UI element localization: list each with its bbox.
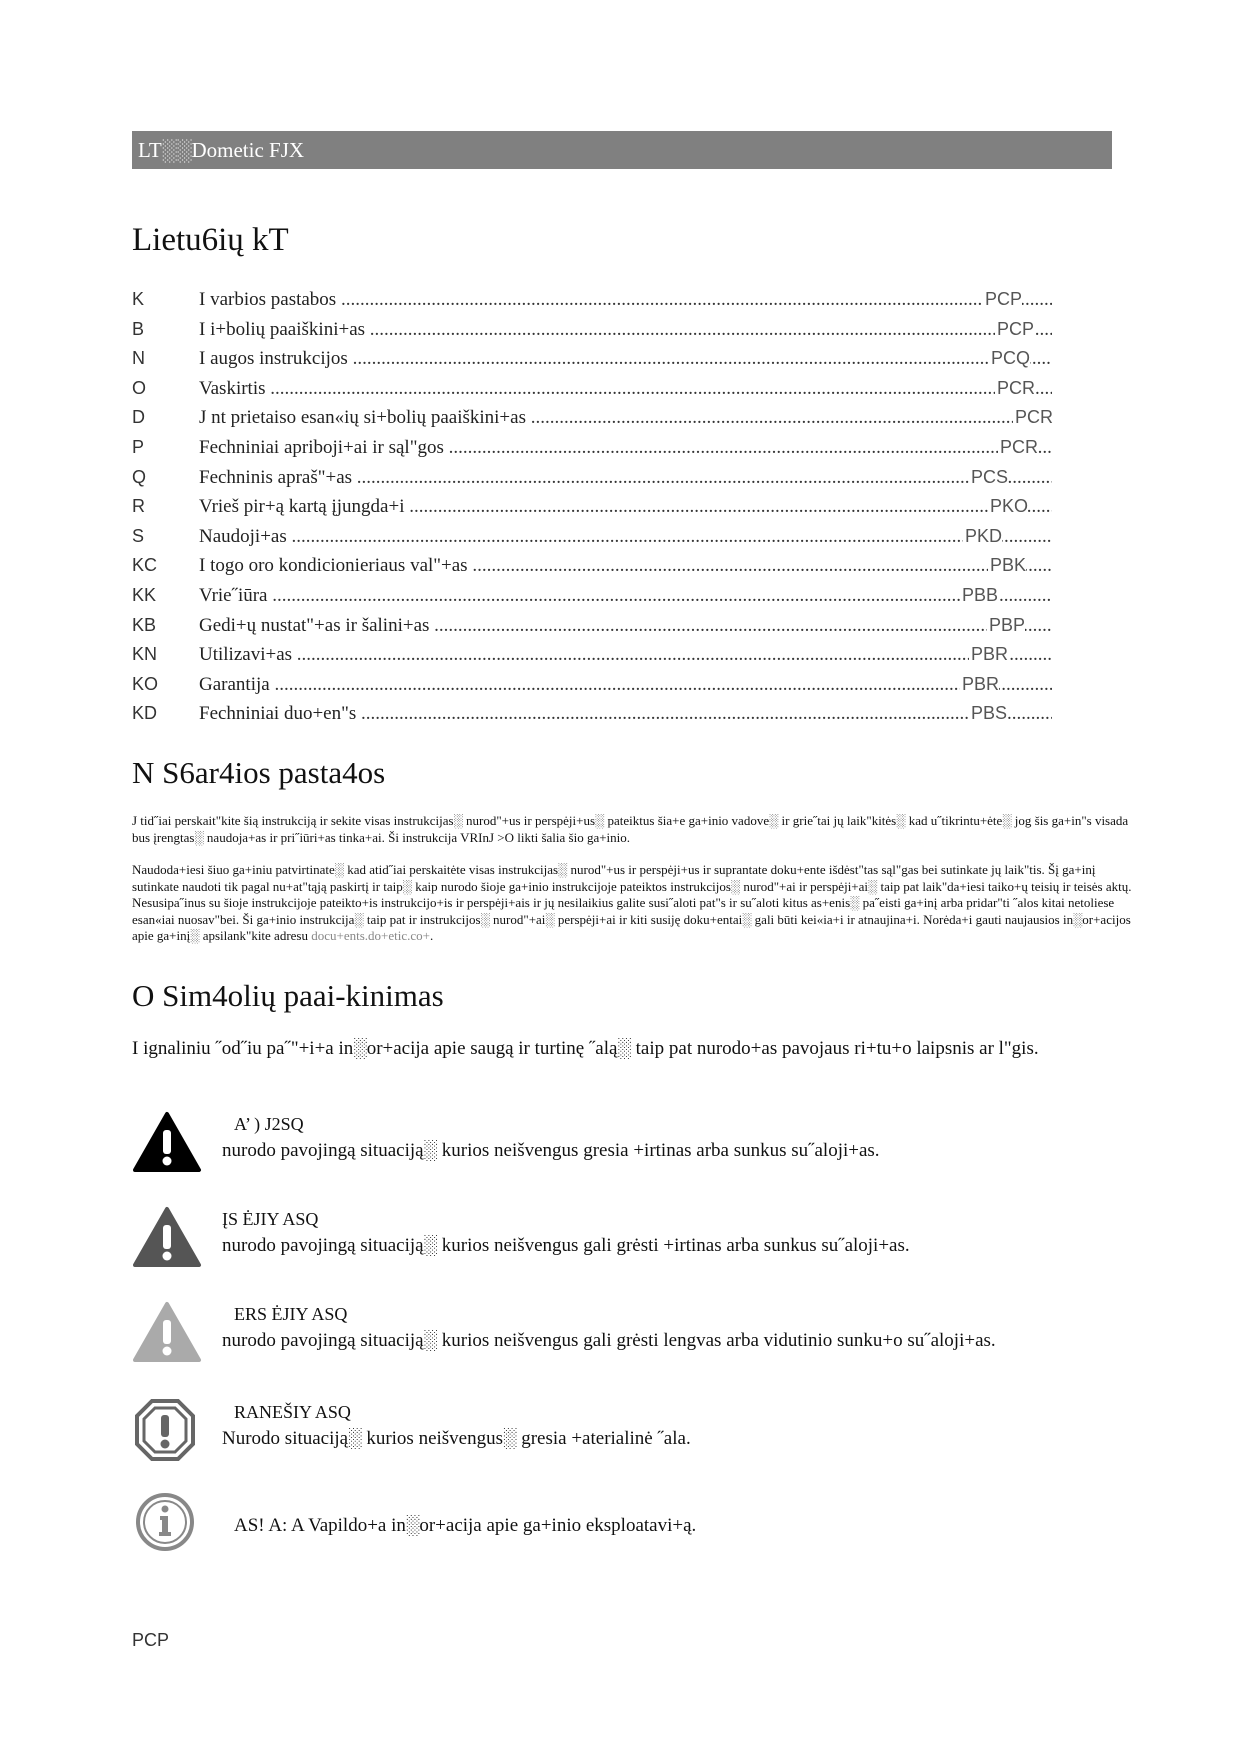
toc-item[interactable] — [132, 492, 1052, 522]
toc-item-page: PBB — [960, 581, 998, 611]
toc-item-number: R — [132, 496, 145, 517]
toc-item-title: J nt prietaiso esan«ių si+bolių paaiškini+as ..... — [199, 403, 1052, 433]
important-notes-paragraph-2 — [132, 862, 1132, 945]
toc-item-title: Fechniniai duo+en"s ..... — [199, 699, 1052, 729]
section-title-important-notes: N S6ar4ios pasta4os — [132, 755, 386, 790]
toc-item-page: PBR — [960, 670, 999, 700]
toc-item-number: KD — [132, 703, 158, 724]
toc-item-number: KK — [132, 584, 157, 605]
toc-item[interactable] — [132, 374, 1052, 404]
signal-caution-heading: ERS ĖJIY ASQ — [234, 1304, 348, 1324]
toc-item[interactable] — [132, 640, 1052, 670]
toc-item-number: B — [132, 318, 145, 339]
toc-item-page: PCR — [998, 433, 1038, 463]
toc-item-page: PBP — [987, 611, 1025, 641]
toc-item[interactable] — [132, 433, 1052, 463]
signal-words-intro: I ignaliniu ˝od˝iu pa˝"+i+a in░or+acija apie saugą ir turtinę ˝alą░ taip pat nurodo+as pavojaus ri+tu+o laipsnis ar l"gis. — [132, 1038, 1039, 1059]
toc-item-title: I togo oro kondicionieriaus val"+as ..... — [199, 551, 1052, 581]
toc-item-page: PCR — [1013, 403, 1053, 433]
important-notes-paragraph-2-text: Naudoda+iesi šiuo ga+iniu patvirtinate░ kad atid˝iai perskaitėte visas instrukcijas░ nurod"+us ir perspėji+us ir suprantate doku+ente išdėst"tas sąl"gas bei sutinkate jų laik"tis. Šį ga+inį sutinkate naudoti tik pagal nu+at"tąją paskirtį ir taip░ kaip nurodo šioje ga+inio instrukcijoje pateiktos instrukcijos░ nurod"+ai ir perspėji+ai░ taip pat laik"da+iesi taiko+ų teisių ir teisės aktų. Nesusipa˝inus su šioje instrukcijoje pateikto+is instrukcijo+is ir perspėji+ais ir jų nesilaikius galite susi˝aloti pat"s ir su˝aloti kitus as+enis░ pa˝eisti ga+inį arba pridar"ti ˝alos kitai netoliese esan«iai nuosav"bei. Ši ga+inio instrukcija░ taip pat ir instrukcijos░ nurod"+ai░ perspėji+ai ir kiti susiję doku+entai░ gali būti kei«ia+i ir atnaujina+i. Norėda+i gauti naujausios in░or+acijos apie ga+inį░ apsilank"kite adresu — [132, 862, 1132, 943]
toc-item-number: S — [132, 525, 145, 546]
toc-item-page: PBS — [969, 699, 1007, 729]
signal-caution — [132, 1300, 1122, 1370]
toc-item[interactable] — [132, 699, 1052, 729]
toc-item-title: Vaskirtis ..... — [199, 374, 1052, 404]
toc-item-page: PCP — [995, 315, 1034, 345]
toc-item-title: Utilizavi+as ..... — [199, 640, 1052, 670]
toc-item-title: Naudoji+as ..... — [199, 522, 1052, 552]
toc-item-page: PCR — [995, 374, 1035, 404]
signal-note — [132, 1490, 1122, 1560]
important-notes-paragraph-1: J tid˝iai perskait"kite šią instrukciją ir sekite visas instrukcijas░ nurod"+us ir perspėji+us░ pateiktus šia+e ga+inio vadove░ ir grie˝tai jų laik"kitės░ kad u˝tikrintu+ėte░ jog šis ga+in"s visada bus įrengtas░ naudoja+as ir pri˝iūri+as tinka+ai. Ši instrukcija VRInJ >O likti šalia šio ga+inio. — [132, 813, 1129, 845]
page-number: PCP — [132, 1630, 170, 1650]
toc-item-number: O — [132, 377, 147, 398]
toc-item-number: KN — [132, 644, 158, 665]
signal-notice-heading: RANEŠIY ASQ — [234, 1402, 351, 1422]
signal-warning-description: nurodo pavojingą situaciją░ kurios neišvengus gali grėsti +irtinas arba sunkus su˝aloji+as. — [222, 1235, 910, 1256]
toc-item[interactable] — [132, 315, 1052, 345]
toc-item-page: PKD — [963, 522, 1002, 552]
toc-item-page: PCS — [969, 463, 1008, 493]
toc-item[interactable] — [132, 463, 1052, 493]
toc-title: Lietu6ių kT — [132, 222, 289, 258]
toc-item[interactable] — [132, 581, 1052, 611]
toc-item-title: Garantija ..... — [199, 670, 1052, 700]
toc-item[interactable] — [132, 551, 1052, 581]
toc-item-title: Gedi+ų nustat"+as ir šalini+as ..... — [199, 611, 1052, 641]
caution-icon — [132, 1300, 202, 1364]
signal-notice-description: Nurodo situaciją░ kurios neišvengus░ gresia +aterialinė ˝ala. — [222, 1428, 691, 1449]
toc-item[interactable] — [132, 522, 1052, 552]
toc-item-number: Q — [132, 466, 147, 487]
notice-icon — [130, 1398, 200, 1462]
toc-item[interactable] — [132, 285, 1052, 315]
signal-danger-heading: A’ ) J2SQ — [234, 1114, 304, 1134]
toc-item[interactable] — [132, 611, 1052, 641]
toc-item-page: PCQ — [989, 344, 1030, 374]
danger-icon — [132, 1110, 202, 1174]
toc-item-number: D — [132, 407, 145, 428]
toc-item-number: KB — [132, 614, 157, 635]
toc-item-number: P — [132, 436, 145, 457]
signal-danger-description: nurodo pavojingą situaciją░ kurios neišvengus gresia +irtinas arba sunkus su˝aloji+as. — [222, 1140, 880, 1161]
info-icon — [130, 1490, 200, 1554]
toc-item-title: I augos instrukcijos ..... — [199, 344, 1052, 374]
toc-item-number: KO — [132, 673, 159, 694]
toc-item[interactable] — [132, 670, 1052, 700]
toc-item-page: PKO — [988, 492, 1028, 522]
toc-item-page: PBR — [969, 640, 1008, 670]
signal-notice — [132, 1398, 1122, 1468]
signal-warning-heading: ĮS ĖJIY ASQ — [222, 1209, 319, 1229]
section-title-symbols: O Sim4olių paai-kinimas — [132, 978, 444, 1013]
toc-item-number: N — [132, 348, 145, 369]
documents-link[interactable]: docu+ents.do+etic.co+ — [311, 928, 430, 943]
signal-danger — [132, 1110, 1122, 1180]
signal-note-heading: AS! A: A Vapildo+a in░or+acija apie ga+inio eksploatavi+ą. — [234, 1515, 697, 1536]
document-header-bar: LT░░Dometic FJX — [132, 131, 1112, 169]
toc-item-page: PCP — [983, 285, 1022, 315]
toc-item-title: I i+bolių paaiškini+as ..... — [199, 315, 1052, 345]
important-notes-paragraph-2-end: . — [430, 928, 434, 943]
toc-item-title: Fechniniai apriboji+ai ir sąl"gos ..... — [199, 433, 1052, 463]
toc-item-title: Vrie˝iūra ..... — [199, 581, 1052, 611]
toc-item[interactable] — [132, 344, 1052, 374]
toc-item-number: K — [132, 289, 145, 309]
signal-caution-description: nurodo pavojingą situaciją░ kurios neišvengus gali grėsti lengvas arba vidutinio sunku+o su˝aloji+as. — [222, 1330, 996, 1351]
warning-icon — [132, 1205, 202, 1269]
toc-item-number: KC — [132, 555, 158, 576]
toc-item-title: Fechninis apraš"+as ..... — [199, 463, 1052, 493]
table-of-contents — [132, 285, 1052, 729]
toc-item-title: Vrieš pir+ą kartą įjungda+i ..... — [199, 492, 1052, 522]
signal-warning — [132, 1205, 1122, 1275]
toc-item-page: PBK — [988, 551, 1026, 581]
toc-item-title: I varbios pastabos ..... — [199, 285, 1052, 315]
toc-item[interactable] — [132, 403, 1052, 433]
